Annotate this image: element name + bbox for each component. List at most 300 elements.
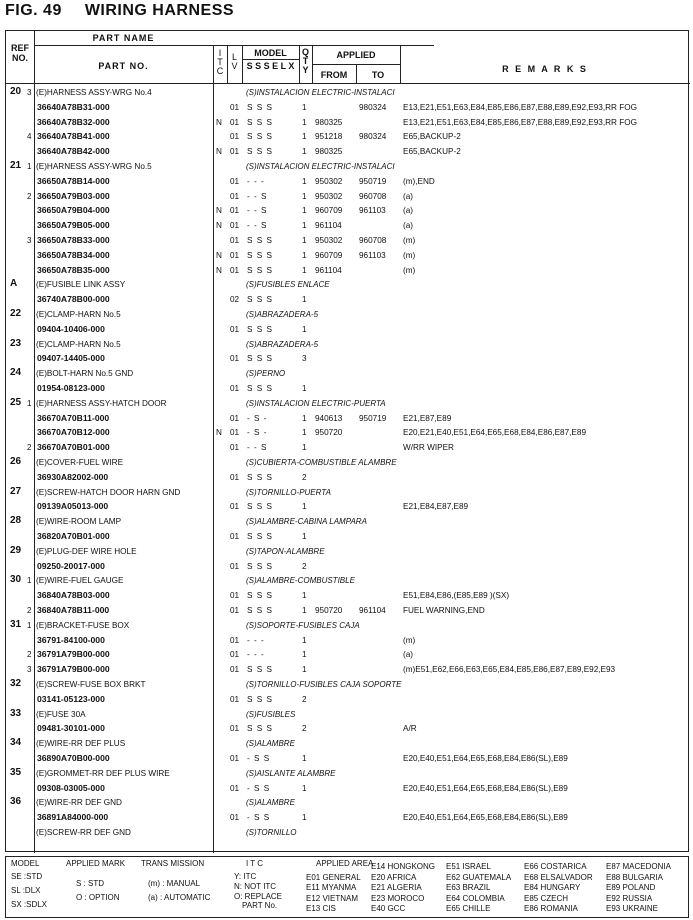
part-number: 09139A05013-000 xyxy=(37,501,109,512)
lv-code: 01 xyxy=(230,606,240,615)
qty-value: 3 xyxy=(302,354,307,364)
spanish-description: (S)SOPORTE-FUSIBLES CAJA xyxy=(246,620,360,630)
sub-number: 1 xyxy=(27,162,32,171)
qty-value: 1 xyxy=(302,191,307,201)
spanish-description: (S)TORNILLO-FUSIBLES CAJA SOPORTE xyxy=(246,680,402,689)
part-name: (E)FUSE 30A xyxy=(36,709,86,719)
lv-code: 01 xyxy=(230,532,240,541)
sub-number: 4 xyxy=(27,132,32,142)
itc-flag: N xyxy=(216,117,222,127)
part-name: (E)BRACKET-FUSE BOX xyxy=(36,620,130,630)
sub-number: 1 xyxy=(27,398,32,408)
legend-area-item: E40 GCC xyxy=(371,904,406,913)
remarks-value: E21,E87,E89 xyxy=(403,413,452,423)
table-row xyxy=(6,221,690,236)
legend-area-item: E65 CHILLE xyxy=(446,904,491,913)
part-name: (E)CLAMP-HARN No.5 xyxy=(36,339,121,349)
model-flags: S S S xyxy=(247,724,273,734)
part-name: (E)GROMMET-RR DEF PLUS WIRE xyxy=(36,768,170,778)
ref-number: 30 xyxy=(10,574,22,586)
applied-from: 960709 xyxy=(315,250,343,260)
table-row xyxy=(6,192,690,207)
applied-from: 961104 xyxy=(315,265,342,275)
part-name: (E)COVER-FUEL WIRE xyxy=(36,458,124,467)
table-row xyxy=(6,707,690,725)
spanish-description: (S)FUSIBLES xyxy=(246,709,296,719)
part-number: 36650A78B14-000 xyxy=(37,175,110,186)
part-name: (E)HARNESS ASSY-HATCH DOOR xyxy=(36,398,167,408)
qty-value: 1 xyxy=(302,413,307,423)
lv-code: 01 xyxy=(230,236,240,245)
part-number: 36670A70B01-000 xyxy=(37,442,110,453)
legend-model-se: SE :STD xyxy=(11,872,43,881)
table-row xyxy=(6,310,690,325)
model-flags: - - S xyxy=(247,191,268,201)
lv-code: 01 xyxy=(230,221,240,231)
lv-code: 01 xyxy=(230,650,240,660)
qty-value: 1 xyxy=(302,147,307,157)
ref-number: 34 xyxy=(10,737,22,749)
applied-to: 961104 xyxy=(359,606,386,615)
part-number: 36670A70B11-000 xyxy=(37,412,110,423)
remarks-value: E20,E21,E40,E51,E64,E65,E68,E84,E86,E87,E89 xyxy=(403,428,586,438)
qty-value: 1 xyxy=(302,606,307,615)
model-flags: S S S xyxy=(247,354,273,364)
legend-area-item: E84 HUNGARY xyxy=(524,883,581,892)
lv-code: 01 xyxy=(230,428,240,438)
model-flags: - - S xyxy=(247,206,268,216)
lv-code: 01 xyxy=(230,724,240,734)
applied-from: 950302 xyxy=(315,191,343,201)
part-number: 03141-05123-000 xyxy=(37,693,105,704)
legend-model-sx: SX :SDLX xyxy=(11,900,48,909)
qty-value: 1 xyxy=(302,324,307,334)
legend xyxy=(5,856,689,918)
qty-value: 1 xyxy=(302,783,307,793)
lv-code: 01 xyxy=(230,324,240,334)
sub-number: 3 xyxy=(27,665,32,675)
part-number: 36890A70B00-000 xyxy=(37,753,110,763)
remarks-value: (m) xyxy=(403,236,416,245)
part-number: 36840A78B03-000 xyxy=(37,590,110,601)
applied-from: 940613 xyxy=(315,413,343,423)
sub-number: 1 xyxy=(27,620,32,630)
model-flags: S S S xyxy=(247,265,273,275)
spanish-description: (S)INSTALACION ELECTRIC-PUERTA xyxy=(246,398,386,408)
itc-flag: N xyxy=(216,147,222,157)
qty-value: 2 xyxy=(302,724,307,734)
part-number: 36791A79B00-000 xyxy=(37,664,110,675)
model-flags: S S S xyxy=(247,324,273,334)
model-flags: - - S xyxy=(247,443,268,453)
ref-number: 21 xyxy=(10,160,22,171)
ref-number: 26 xyxy=(10,456,22,467)
part-name: (E)SCREW-FUSE BOX BRKT xyxy=(36,680,146,689)
legend-area-item: E23 MOROCO xyxy=(371,893,425,903)
spanish-description: (S)INSTALACION ELECTRIC-INSTALACI xyxy=(246,88,395,97)
sub-number: 1 xyxy=(27,576,32,586)
lv-code: 01 xyxy=(230,813,240,823)
qty-value: 1 xyxy=(302,665,307,675)
legend-area-item: E21 ALGERIA xyxy=(371,883,422,892)
table-row xyxy=(6,88,690,103)
remarks-value: (m)E51,E62,E66,E63,E65,E84,E85,E86,E87,E89,E92,E93 xyxy=(403,665,616,675)
sub-number: 2 xyxy=(27,650,32,660)
table-row xyxy=(6,177,690,192)
legend-itc-o: O: REPLACE xyxy=(234,892,283,901)
itc-flag: N xyxy=(216,206,222,216)
qty-value: 1 xyxy=(302,591,307,601)
applied-to: 980324 xyxy=(359,132,387,142)
model-flags: S S S xyxy=(247,606,273,615)
applied-to: 950719 xyxy=(359,413,387,423)
model-flags: S S S xyxy=(247,502,273,512)
legend-area-item: E64 COLOMBIA xyxy=(446,893,505,903)
sub-number: 2 xyxy=(27,191,32,201)
part-number: 36791A79B00-000 xyxy=(37,649,110,660)
from-header: FROM xyxy=(320,70,348,80)
legend-applied-area-label: APPLIED AREA xyxy=(316,859,374,868)
qty-value: 1 xyxy=(302,813,307,823)
lv-code: 01 xyxy=(230,265,240,275)
ref-number: 31 xyxy=(10,618,22,630)
table-row xyxy=(6,485,690,503)
lv-code: 01 xyxy=(230,783,240,793)
model-flags: - S - xyxy=(247,428,268,438)
model-flags: - S S xyxy=(247,783,271,793)
legend-area-item: E88 BULGARIA xyxy=(606,872,663,882)
spanish-description: (S)ABRAZADERA-5 xyxy=(246,339,319,349)
lv-code: 01 xyxy=(230,635,240,645)
ref-number: 20 xyxy=(10,86,22,97)
lv-code: 01 xyxy=(230,176,240,186)
model-flags: - - S xyxy=(247,221,268,231)
legend-area-item: E66 COSTARICA xyxy=(524,862,587,871)
table-row xyxy=(6,132,690,147)
applied-to: 960708 xyxy=(359,236,387,245)
spanish-description: (S)TORNILLO xyxy=(246,828,297,837)
sub-number: 3 xyxy=(27,88,32,97)
table-row xyxy=(6,562,690,577)
qty-value: 1 xyxy=(302,221,307,231)
table-row xyxy=(6,828,690,843)
remarks-value: E65,BACKUP-2 xyxy=(403,147,461,157)
applied-to: 980324 xyxy=(359,102,387,112)
part-name: (E)WIRE-RR DEF PLUS xyxy=(36,739,126,749)
table-row xyxy=(6,443,690,458)
part-number: 36650A78B35-000 xyxy=(37,264,110,275)
qty-value: 1 xyxy=(302,443,307,453)
ref-number: 35 xyxy=(10,766,22,778)
remarks-value: E65,BACKUP-2 xyxy=(403,132,461,142)
part-number: 36640A78B41-000 xyxy=(37,131,110,142)
part-number: 36891A84000-000 xyxy=(37,812,109,823)
lv-code: 01 xyxy=(230,250,240,260)
model-flags: S S S xyxy=(247,132,273,142)
model-flags: - S - xyxy=(247,413,268,423)
qty-value: 1 xyxy=(302,635,307,645)
table-row xyxy=(6,606,690,621)
table-row xyxy=(6,414,690,429)
part-number: 36670A70B12-000 xyxy=(37,427,110,438)
table-row xyxy=(6,147,690,162)
to-header: TO xyxy=(371,70,385,80)
itc-flag: N xyxy=(216,221,222,231)
model-flags: S S S xyxy=(247,561,273,571)
qty-value: 1 xyxy=(302,117,307,127)
legend-model-sl: SL :DLX xyxy=(11,886,41,895)
lv-code: 01 xyxy=(230,147,240,157)
applied-to: 961103 xyxy=(359,206,386,216)
table-row xyxy=(6,354,690,369)
table-row xyxy=(6,636,690,651)
applied-from: 980325 xyxy=(315,147,343,157)
part-number: 09308-03005-000 xyxy=(37,782,105,793)
model-flags: - - - xyxy=(247,650,265,660)
spanish-description: (S)AISLANTE ALAMBRE xyxy=(246,768,336,778)
remarks-value: (m) xyxy=(403,635,416,645)
model-flags: S S S xyxy=(247,472,273,482)
table-row xyxy=(6,591,690,606)
table-row xyxy=(6,473,690,488)
lv-code: 01 xyxy=(230,117,240,127)
lv-code: 01 xyxy=(230,384,240,393)
legend-area-item: E62 GUATEMALA xyxy=(446,872,512,882)
lv-header: L V xyxy=(231,52,238,71)
table-row xyxy=(6,576,690,591)
spanish-description: (S)ALAMBRE xyxy=(246,798,295,808)
model-flags: S S S xyxy=(247,102,273,112)
remarks-value: (m),END xyxy=(403,176,435,186)
lv-code: 01 xyxy=(230,472,240,482)
table-row xyxy=(6,798,690,813)
part-name: (E)WIRE-RR DEF GND xyxy=(36,798,122,808)
itc-flag: N xyxy=(216,265,222,275)
remarks-value: E51,E84,E86,(E85,E89 )(SX) xyxy=(403,591,510,601)
itc-header: I T C xyxy=(216,48,224,76)
part-number: 09250-20017-000 xyxy=(37,560,105,571)
ref-number: 24 xyxy=(10,367,22,379)
qty-value: 1 xyxy=(302,384,307,393)
figure-number: FIG. 49 xyxy=(5,2,62,19)
lv-code: 01 xyxy=(230,443,240,453)
model-flags: S S S xyxy=(247,236,273,245)
legend-itc-y: Y: ITC xyxy=(234,872,257,881)
part-name-header: PART NAME xyxy=(92,33,155,43)
spanish-description: (S)ALAMBRE-COMBUSTIBLE xyxy=(246,576,355,586)
applied-from: 951218 xyxy=(315,132,343,142)
legend-area-item: E63 BRAZIL xyxy=(446,883,491,892)
remarks-value: E20,E40,E51,E64,E65,E68,E84,E86(SL),E89 xyxy=(403,813,568,823)
model-flags: - S S xyxy=(247,813,271,823)
qty-value: 1 xyxy=(302,502,307,512)
applied-to: 950719 xyxy=(359,176,387,186)
part-name: (E)FUSIBLE LINK ASSY xyxy=(36,280,126,290)
table-row xyxy=(6,251,690,266)
part-number: 36650A79B05-000 xyxy=(37,220,110,231)
part-number: 09481-30101-000 xyxy=(37,723,105,734)
part-number: 01954-08123-000 xyxy=(37,383,105,393)
part-name: (E)HARNESS ASSY-WRG No.5 xyxy=(36,162,152,171)
part-number: 36650A78B33-000 xyxy=(37,235,110,245)
ref-number: 29 xyxy=(10,544,22,556)
qty-value: 1 xyxy=(302,132,307,142)
qty-value: 1 xyxy=(302,236,307,245)
applied-header: APPLIED xyxy=(336,50,376,60)
table-row xyxy=(6,544,690,562)
qty-value: 1 xyxy=(302,650,307,660)
legend-area-item: E01 GENERAL xyxy=(306,872,361,882)
remarks-value: (m) xyxy=(403,250,416,260)
qty-value: 1 xyxy=(302,532,307,541)
spanish-description: (S)ABRAZADERA-5 xyxy=(246,310,319,319)
part-number: 36640A78B42-000 xyxy=(37,146,110,157)
lv-code: 01 xyxy=(230,754,240,763)
remarks-value: FUEL WARNING,END xyxy=(403,606,485,615)
ref-number: 36 xyxy=(10,796,22,808)
lv-code: 01 xyxy=(230,502,240,512)
qty-value: 1 xyxy=(302,428,307,438)
remarks-value: (a) xyxy=(403,650,414,660)
lv-code: 01 xyxy=(230,591,240,601)
model-flags: S S S xyxy=(247,384,273,393)
remarks-value: (a) xyxy=(403,206,414,216)
part-number: 36930A82002-000 xyxy=(37,471,109,482)
qty-value: 1 xyxy=(302,250,307,260)
lv-code: 02 xyxy=(230,295,240,305)
table-row xyxy=(6,517,690,532)
table-row xyxy=(6,502,690,517)
itc-flag: N xyxy=(216,428,222,438)
part-name: (E)WIRE-FUEL GAUGE xyxy=(36,576,124,586)
legend-itc-partno: PART No. xyxy=(242,901,278,910)
table-row xyxy=(6,325,690,340)
applied-from: 960709 xyxy=(315,206,343,216)
part-number: 36820A70B01-000 xyxy=(37,531,110,541)
model-flags: - - - xyxy=(247,635,265,645)
legend-trans-manual: (m) : MANUAL xyxy=(148,879,200,888)
model-flags: - - - xyxy=(247,176,265,186)
itc-flag: N xyxy=(216,250,222,260)
legend-mark-std: S : STD xyxy=(76,879,105,888)
ref-number: A xyxy=(10,278,18,290)
applied-from: 950302 xyxy=(315,176,343,186)
figure-name: WIRING HARNESS xyxy=(84,2,235,19)
table-row xyxy=(6,295,690,310)
legend-area-item: E68 ELSALVADOR xyxy=(524,872,593,882)
table-row xyxy=(6,384,690,399)
figure-title xyxy=(5,2,252,20)
sub-number: 2 xyxy=(27,606,32,615)
remarks-value: E20,E40,E51,E64,E65,E68,E84,E86(SL),E89 xyxy=(403,754,568,763)
legend-area-item: E93 UKRAINE xyxy=(606,904,659,913)
legend-applied-mark-label: APPLIED MARK xyxy=(66,859,126,868)
applied-to: 961103 xyxy=(359,250,386,260)
spanish-description: (S)ALAMBRE-CABINA LAMPARA xyxy=(246,517,367,527)
qty-value: 1 xyxy=(302,206,307,216)
table-row xyxy=(6,396,690,414)
part-number: 36650A78B34-000 xyxy=(37,249,110,260)
lv-code: 01 xyxy=(230,354,240,364)
table-row xyxy=(6,754,690,769)
spanish-description: (S)TORNILLO-PUERTA xyxy=(246,487,331,497)
legend-area-item: E51 ISRAEL xyxy=(446,862,491,871)
model-header: MODEL xyxy=(254,48,287,58)
remarks-value: E13,E21,E51,E63,E84,E85,E86,E87,E88,E89,E92,E93,RR FOG xyxy=(403,117,637,127)
lv-code: 01 xyxy=(230,665,240,675)
model-flags: - S S xyxy=(247,754,271,763)
remarks-value: E13,E21,E51,E63,E84,E85,E86,E87,E88,E89,E92,E93,RR FOG xyxy=(403,102,637,112)
table-row xyxy=(6,369,690,384)
table-row xyxy=(6,618,690,636)
table-row xyxy=(6,532,690,547)
qty-value: 1 xyxy=(302,102,307,112)
applied-to: 960708 xyxy=(359,191,387,201)
part-name: (E)CLAMP-HARN No.5 xyxy=(36,310,121,319)
part-number: 36740A78B00-000 xyxy=(37,294,110,305)
part-name: (E)PLUG-DEF WIRE HOLE xyxy=(36,546,137,556)
table-row xyxy=(6,784,690,799)
remarks-value: E21,E84,E87,E89 xyxy=(403,502,469,512)
legend-itc-label: I T C xyxy=(246,859,264,868)
legend-area-item: E11 MYANMA xyxy=(306,883,357,892)
applied-from: 961104 xyxy=(315,221,342,231)
remarks-value: (a) xyxy=(403,191,414,201)
table-row xyxy=(6,724,690,739)
part-number: 36640A78B32-000 xyxy=(37,116,110,127)
spanish-description: (S)FUSIBLES ENLACE xyxy=(246,280,330,290)
model-flags: S S S xyxy=(247,117,273,127)
lv-code: 01 xyxy=(230,132,240,142)
qty-value: 2 xyxy=(302,472,307,482)
part-no-header: PART NO. xyxy=(98,61,149,71)
part-number: 09407-14405-000 xyxy=(37,353,105,364)
legend-mark-option: O : OPTION xyxy=(76,893,120,902)
remarks-value: W/RR WIPER xyxy=(403,443,454,453)
model-flags: S S S xyxy=(247,250,273,260)
legend-area-item: E14 HONGKONG xyxy=(371,862,436,871)
model-flags: S S S xyxy=(247,532,273,541)
table-row xyxy=(6,428,690,443)
spanish-description: (S)TAPON-ALAMBRE xyxy=(246,546,325,556)
table-row xyxy=(6,650,690,665)
table-row xyxy=(6,337,690,355)
qty-value: 2 xyxy=(302,694,307,704)
table-row xyxy=(6,458,690,473)
table-row xyxy=(6,766,690,784)
legend-area-item: E20 AFRICA xyxy=(371,872,417,882)
part-number: 36840A78B11-000 xyxy=(37,605,110,615)
spanish-description: (S)PERNO xyxy=(246,369,286,379)
ref-number: 32 xyxy=(10,678,22,689)
legend-itc-n: N: NOT ITC xyxy=(234,882,277,891)
part-number: 36640A78B31-000 xyxy=(37,101,110,112)
table-row xyxy=(6,280,690,295)
legend-trans-automatic: (a) : AUTOMATIC xyxy=(148,893,211,902)
part-name: (E)HARNESS ASSY-WRG No.4 xyxy=(36,88,152,97)
remarks-header: R E M A R K S xyxy=(502,64,588,74)
table-row xyxy=(6,266,690,281)
lv-code: 01 xyxy=(230,413,240,423)
lv-code: 01 xyxy=(230,191,240,201)
remarks-value: (a) xyxy=(403,221,414,231)
table-row xyxy=(6,665,690,680)
sub-number: 3 xyxy=(27,236,32,245)
qty-value: 1 xyxy=(302,295,307,305)
table-row xyxy=(6,162,690,177)
applied-from: 980325 xyxy=(315,117,343,127)
ref-no-header: REF NO. xyxy=(11,43,29,63)
